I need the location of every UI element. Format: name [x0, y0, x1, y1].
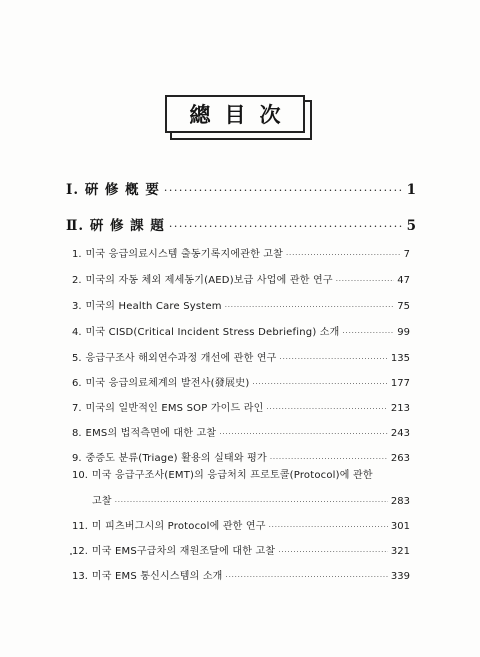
entry-page: 135 — [390, 353, 410, 364]
entry-page: 213 — [390, 403, 410, 414]
title-box — [165, 95, 305, 133]
toc-entry — [72, 399, 410, 414]
page-title: 總目次 — [189, 102, 295, 127]
entry-title: 미국 EMS 통신시스템의 소개 — [91, 571, 223, 582]
entry-number: 8. — [72, 428, 82, 439]
section-label: Ⅰ. 硏 修 槪 要 — [66, 182, 160, 198]
entry-title: 중증도 분류(Triage) 활용의 실태와 평가 — [85, 453, 267, 464]
entry-page: 283 — [390, 496, 410, 507]
toc-entry — [72, 517, 410, 532]
dot-leader — [252, 380, 387, 388]
toc-entry — [72, 323, 410, 338]
dot-leader — [225, 303, 395, 311]
toc-section-topics — [66, 214, 416, 234]
dot-leader — [343, 329, 395, 337]
entry-number: 10. — [72, 470, 88, 481]
section-page: 1 — [406, 182, 416, 198]
entry-page: 243 — [390, 428, 410, 439]
entry-number: 7. — [72, 403, 82, 414]
entry-page: 263 — [390, 453, 410, 464]
toc-entry-multiline-continuation — [92, 492, 410, 507]
entry-page: 99 — [397, 327, 410, 338]
entry-page: 301 — [390, 521, 410, 532]
dot-leader — [115, 498, 388, 506]
entry-number: 1. — [72, 249, 82, 260]
toc-entry — [72, 271, 410, 286]
toc-entry — [72, 349, 410, 364]
toc-entry — [72, 374, 410, 389]
toc-entry — [72, 245, 410, 260]
dot-leader — [169, 220, 403, 233]
scan-speck — [70, 553, 72, 555]
section-page: 5 — [406, 218, 416, 234]
dot-leader — [278, 548, 388, 556]
dot-leader — [270, 455, 388, 463]
entry-page: 339 — [390, 571, 410, 582]
entry-title: 미국 응급구조사(EMT)의 응급처치 프로토콜(Protocol)에 관한 — [91, 470, 373, 481]
entry-title: 응급구조사 해외연수과정 개선에 관한 연구 — [85, 353, 277, 364]
entry-number: 2. — [72, 275, 82, 286]
entry-number: 6. — [72, 378, 82, 389]
entry-number: 13. — [72, 571, 88, 582]
dot-leader — [269, 523, 388, 531]
dot-leader — [280, 355, 388, 363]
entry-number: 4. — [72, 327, 82, 338]
entry-number: 3. — [72, 301, 82, 312]
entry-title: 미국의 Health Care System — [85, 301, 222, 312]
entry-title: 미국의 일반적인 EMS SOP 가이드 라인 — [85, 403, 264, 414]
toc-entry — [72, 424, 410, 439]
dot-leader — [286, 251, 401, 259]
entry-number: 5. — [72, 353, 82, 364]
entry-title: 미국 응급의료시스템 출동기록지에관한 고찰 — [85, 249, 284, 260]
entry-title: 고찰 — [92, 496, 112, 507]
entry-number: 11. — [72, 521, 88, 532]
entry-title: 미 피츠버그시의 Protocol에 관한 연구 — [91, 521, 266, 532]
toc-entry — [72, 567, 410, 582]
dot-leader — [226, 573, 388, 581]
toc-entry-multiline-first — [72, 466, 410, 481]
entry-page: 321 — [390, 546, 410, 557]
dot-leader — [219, 430, 388, 438]
entry-page: 47 — [397, 275, 410, 286]
entry-page: 7 — [403, 249, 410, 260]
toc-entry — [72, 542, 410, 557]
entry-title: 미국 응급의료체계의 발전사(發展史) — [85, 378, 250, 389]
entry-number: 12. — [72, 546, 88, 557]
dot-leader — [267, 405, 388, 413]
title-frame — [165, 95, 307, 135]
entry-page: 177 — [390, 378, 410, 389]
dot-leader — [336, 277, 395, 285]
dot-leader — [164, 184, 403, 197]
entry-title: 미국 CISD(Critical Incident Stress Debriefing) 소개 — [85, 327, 340, 338]
entry-title: EMS의 법적측면에 대한 고찰 — [85, 428, 217, 439]
toc-entry — [72, 449, 410, 464]
entry-title: 미국의 자동 체외 제세동기(AED)보급 사업에 관한 연구 — [85, 275, 333, 286]
toc-entry — [72, 297, 410, 312]
section-label: Ⅱ. 硏 修 課 題 — [66, 218, 165, 234]
toc-section-overview — [66, 178, 416, 198]
entry-title: 미국 EMS구급차의 재원조달에 대한 고찰 — [91, 546, 276, 557]
entry-page: 75 — [397, 301, 410, 312]
entry-number: 9. — [72, 453, 82, 464]
